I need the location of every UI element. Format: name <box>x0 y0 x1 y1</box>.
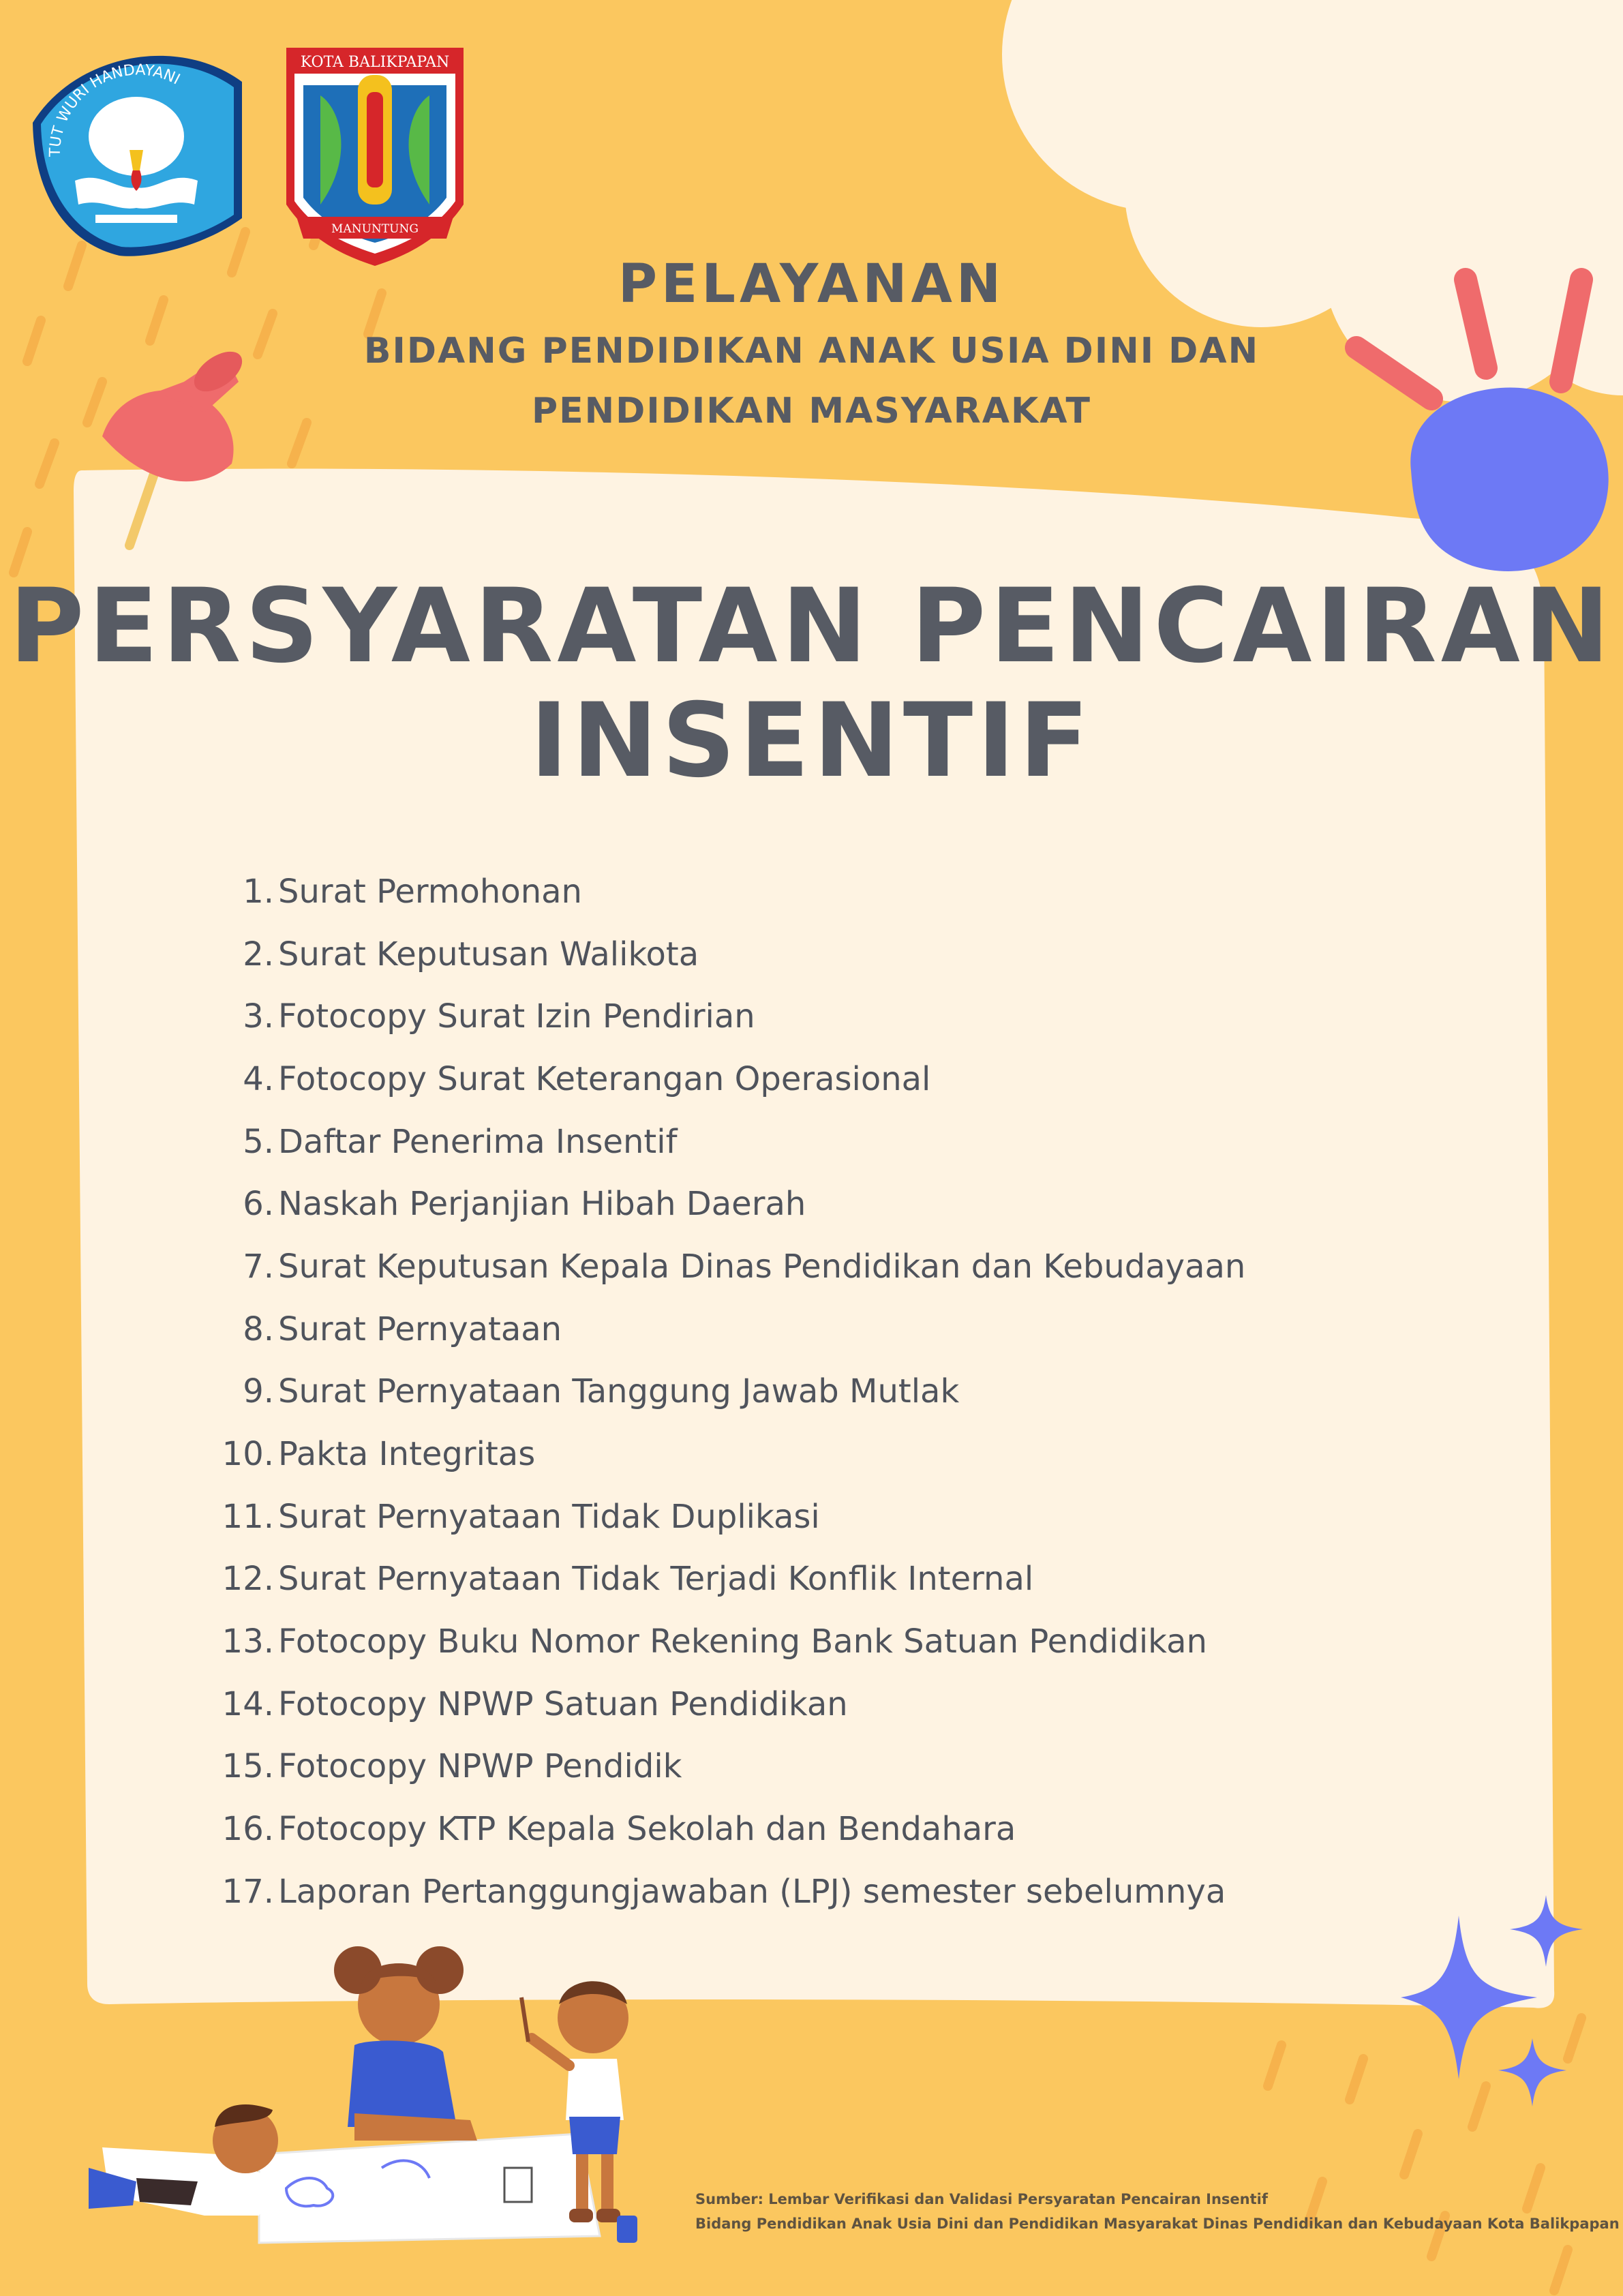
kota-balikpapan-logo <box>286 48 464 266</box>
svg-text:TUT WURI HANDAYANI: TUT WURI HANDAYANI <box>46 61 183 157</box>
requirement-item <box>204 1736 1245 1798</box>
requirement-text: Surat Keputusan Kepala Dinas Pendidikan dan Kebudayaan <box>278 1247 1246 1286</box>
requirement-number: 13. <box>222 1622 274 1661</box>
requirement-text: Surat Pernyataan Tanggung Jawab Mutlak <box>278 1372 960 1411</box>
requirement-item <box>204 860 1245 923</box>
kemdikbud-logo-text <box>33 41 244 266</box>
requirement-number: 12. <box>222 1560 274 1599</box>
source-note <box>695 2187 1620 2236</box>
requirement-text: Surat Keputusan Walikota <box>278 935 699 973</box>
requirement-text: Fotocopy Surat Keterangan Operasional <box>278 1059 931 1098</box>
requirement-text: Fotocopy NPWP Satuan Pendidikan <box>278 1685 848 1723</box>
requirement-item <box>204 1111 1245 1173</box>
requirement-number: 14. <box>222 1685 274 1723</box>
requirement-item <box>204 1235 1245 1298</box>
department-line-1: BIDANG PENDIDIKAN ANAK USIA DINI DAN <box>363 331 1260 372</box>
requirement-item <box>204 1048 1245 1111</box>
requirement-number: 17. <box>222 1872 274 1911</box>
requirement-number: 5. <box>243 1122 274 1161</box>
requirement-item <box>204 1298 1245 1361</box>
requirement-text: Surat Pernyataan Tidak Duplikasi <box>278 1497 820 1536</box>
requirement-item <box>204 1673 1245 1736</box>
requirement-text: Pakta Integritas <box>278 1435 536 1474</box>
requirement-number: 9. <box>243 1372 274 1411</box>
requirement-number: 7. <box>243 1247 274 1286</box>
requirement-text: Naskah Perjanjian Hibah Daerah <box>278 1185 806 1224</box>
requirement-item <box>204 985 1245 1048</box>
requirement-text: Fotocopy Surat Izin Pendirian <box>278 997 755 1036</box>
department-line-2: PENDIDIKAN MASYARAKAT <box>532 391 1091 432</box>
svg-text:KOTA BALIKPAPAN: KOTA BALIKPAPAN <box>300 54 450 71</box>
requirement-text: Surat Permohonan <box>278 872 582 911</box>
requirements-list <box>204 860 1245 1923</box>
svg-text:MANUNTUNG: MANUNTUNG <box>331 222 419 236</box>
requirement-item <box>204 1485 1245 1548</box>
requirement-text: Fotocopy NPWP Pendidik <box>278 1747 682 1786</box>
requirement-item <box>204 1361 1245 1423</box>
requirement-text: Laporan Pertanggungjawaban (LPJ) semester sebelumnya <box>278 1872 1226 1911</box>
source-line-1: Sumber: Lembar Verifikasi dan Validasi Persyaratan Pencairan Insentif <box>695 2191 1268 2207</box>
requirement-text: Surat Pernyataan <box>278 1310 562 1348</box>
requirement-item <box>204 1423 1245 1485</box>
requirement-text: Surat Pernyataan Tidak Terjadi Konflik Internal <box>278 1560 1034 1599</box>
service-heading: PELAYANAN <box>618 254 1005 315</box>
source-line-2: Bidang Pendidikan Anak Usia Dini dan Pendidikan Masyarakat Dinas Pendidikan dan Kebudayaan Kota Balikpapan <box>695 2216 1620 2232</box>
requirement-item <box>204 1548 1245 1611</box>
requirement-number: 6. <box>243 1185 274 1224</box>
requirement-number: 16. <box>222 1810 274 1849</box>
requirement-item <box>204 923 1245 986</box>
requirement-number: 8. <box>243 1310 274 1348</box>
requirement-number: 10. <box>222 1435 274 1474</box>
requirement-item <box>204 1798 1245 1860</box>
requirement-item <box>204 1860 1245 1923</box>
page-title-line-2: INSENTIF <box>530 682 1093 800</box>
requirement-item <box>204 1173 1245 1235</box>
requirement-item <box>204 1610 1245 1673</box>
requirement-number: 11. <box>222 1497 274 1536</box>
requirement-number: 3. <box>243 997 274 1036</box>
requirement-text: Daftar Penerima Insentif <box>278 1122 678 1161</box>
page-title-line-1: PERSYARATAN PENCAIRAN <box>9 567 1614 686</box>
requirement-text: Fotocopy Buku Nomor Rekening Bank Satuan Pendidikan <box>278 1622 1207 1661</box>
requirement-number: 4. <box>243 1059 274 1098</box>
requirement-number: 15. <box>222 1747 274 1786</box>
requirement-number: 2. <box>243 935 274 973</box>
requirement-text: Fotocopy KTP Kepala Sekolah dan Bendahara <box>278 1810 1016 1849</box>
requirement-number: 1. <box>243 872 274 911</box>
